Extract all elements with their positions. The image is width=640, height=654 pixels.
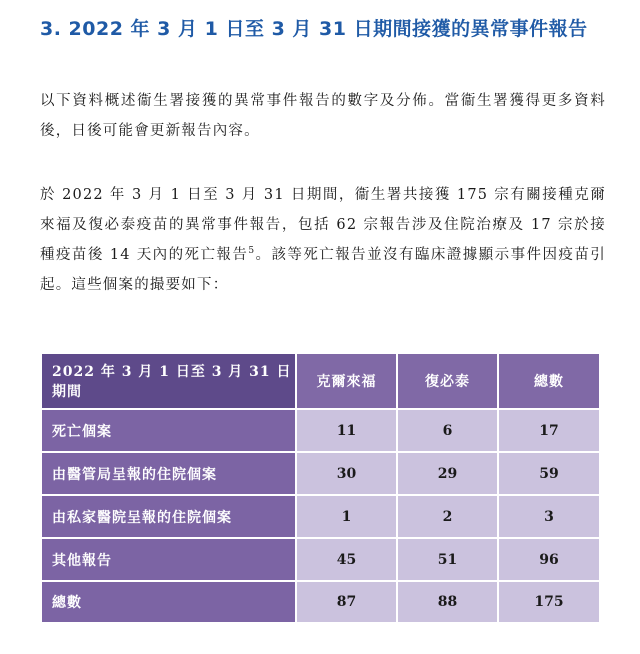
section-heading: 3. 2022 年 3 月 1 日至 3 月 31 日期間接獲的異常事件報告: [40, 18, 588, 40]
row-label: 由醫管局呈報的住院個案: [41, 452, 296, 495]
table-row: [41, 452, 600, 495]
cell-total: 17: [498, 409, 600, 452]
cell-fubitai: 29: [397, 452, 498, 495]
cell-kerlaifu: 1: [296, 495, 397, 538]
summary-text-after: 。該等死亡報告並沒有臨床證據顯示事件因疫苗引起。這些個案的撮要如下：: [40, 247, 606, 293]
adverse-events-table: [40, 352, 599, 624]
table-row: [41, 409, 600, 452]
table-row: [41, 495, 600, 538]
header-fubitai: 復必泰: [397, 353, 498, 409]
cell-fubitai: 88: [397, 581, 498, 623]
cell-kerlaifu: 11: [296, 409, 397, 452]
cell-total: 3: [498, 495, 600, 538]
cell-kerlaifu: 87: [296, 581, 397, 623]
cell-fubitai: 51: [397, 538, 498, 581]
cell-fubitai: 2: [397, 495, 498, 538]
row-label: 由私家醫院呈報的住院個案: [41, 495, 296, 538]
table-row: [41, 538, 600, 581]
row-label: 死亡個案: [41, 409, 296, 452]
intro-paragraph: 以下資料概述衞生署接獲的異常事件報告的數字及分佈。當衞生署獲得更多資料後，日後可能會更新報告內容。: [40, 93, 606, 139]
cell-kerlaifu: 30: [296, 452, 397, 495]
cell-total: 96: [498, 538, 600, 581]
header-kerlaifu: 克爾來福: [296, 353, 397, 409]
cell-kerlaifu: 45: [296, 538, 397, 581]
cell-fubitai: 6: [397, 409, 498, 452]
cell-total: 59: [498, 452, 600, 495]
row-label: 其他報告: [41, 538, 296, 581]
header-total: 總數: [498, 353, 600, 409]
table-total-row: [41, 581, 600, 623]
cell-total: 175: [498, 581, 600, 623]
summary-paragraph: [40, 180, 606, 300]
footnote-marker: 5: [248, 246, 256, 257]
header-period: 2022 年 3 月 1 日至 3 月 31 日期間: [41, 353, 296, 409]
table-header-row: [41, 353, 600, 409]
row-label: 總數: [41, 581, 296, 623]
summary-text-before: 於 2022 年 3 月 1 日至 3 月 31 日期間，衞生署共接獲 175 宗有關接種克爾來福及復必泰疫苗的異常事件報告，包括 62 宗報告涉及住院治療及 17 宗於接種疫苗後 14 天內的死亡報告: [40, 187, 606, 263]
